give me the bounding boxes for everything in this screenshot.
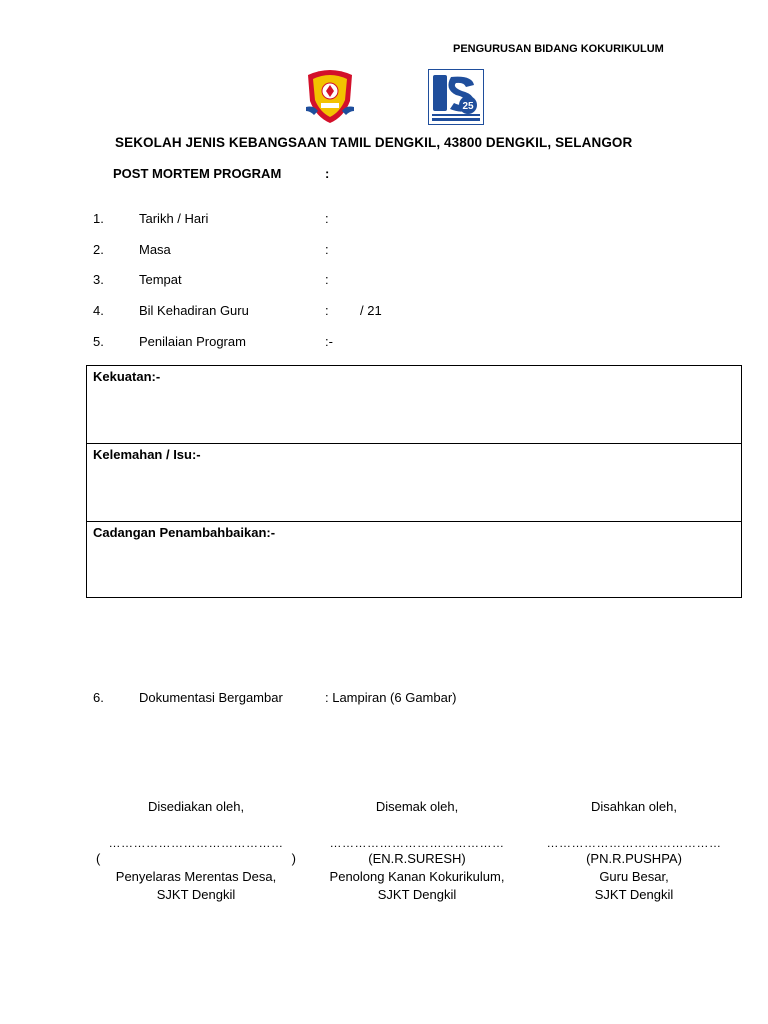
department-header: PENGURUSAN BIDANG KOKURIKULUM xyxy=(453,43,664,55)
item-label: Penilaian Program xyxy=(139,334,246,349)
item-label: Dokumentasi Bergambar xyxy=(139,690,283,705)
signature-org: SJKT Dengkil xyxy=(156,887,236,902)
signature-line[interactable]: …………………………………… xyxy=(329,836,505,850)
item-colon: : xyxy=(325,272,329,287)
item-label: Bil Kehadiran Guru xyxy=(139,303,249,318)
name-open-paren: ( xyxy=(96,851,101,866)
signature-org: SJKT Dengkil xyxy=(377,887,457,902)
signature-line[interactable]: …………………………………… xyxy=(546,836,722,850)
evaluation-table xyxy=(86,365,742,598)
item-colon: :- xyxy=(325,334,333,349)
item-label: Tarikh / Hari xyxy=(139,211,209,226)
signature-org: SJKT Dengkil xyxy=(594,887,674,902)
anniversary-badge-logo xyxy=(428,69,484,125)
signature-name: (EN.R.SURESH) xyxy=(368,851,466,866)
program-title: POST MORTEM PROGRAM xyxy=(113,166,282,181)
strengths-label: Kekuatan:- xyxy=(93,369,161,384)
item-colon: : xyxy=(325,303,329,318)
item-number: 1. xyxy=(93,211,104,226)
item-program-evaluation xyxy=(0,334,768,352)
weaknesses-section[interactable] xyxy=(87,444,741,522)
signature-title: Penolong Kanan Kokurikulum, xyxy=(329,869,505,884)
school-crest-logo xyxy=(304,67,356,125)
signature-prepared-by xyxy=(86,798,306,904)
item-number: 6. xyxy=(93,690,104,705)
item-number: 4. xyxy=(93,303,104,318)
item-number: 2. xyxy=(93,242,104,257)
improvements-section[interactable] xyxy=(87,522,741,598)
item-date xyxy=(0,211,768,229)
item-colon: : xyxy=(325,242,329,257)
signature-title: Penyelaras Merentas Desa, xyxy=(115,869,277,884)
signature-name: (PN.R.PUSHPA) xyxy=(586,851,682,866)
signature-role: Disemak oleh, xyxy=(375,799,459,814)
item-teacher-attendance xyxy=(0,303,768,321)
signature-approved-by xyxy=(524,798,744,904)
signature-line[interactable]: …………………………………… xyxy=(108,836,284,850)
item-colon: : xyxy=(325,211,329,226)
signature-reviewed-by xyxy=(307,798,527,904)
strengths-section[interactable] xyxy=(87,366,741,444)
item-value[interactable]: / 21 xyxy=(360,303,382,318)
name-close-paren: ) xyxy=(291,851,296,866)
badge-number: 25 xyxy=(462,101,474,112)
signature-name xyxy=(86,850,306,868)
item-number: 5. xyxy=(93,334,104,349)
item-label: Masa xyxy=(139,242,171,257)
item-place xyxy=(0,272,768,290)
weaknesses-label: Kelemahan / Isu:- xyxy=(93,447,201,462)
item-value: : Lampiran (6 Gambar) xyxy=(325,690,457,705)
signature-role: Disediakan oleh, xyxy=(147,799,245,814)
signature-role: Disahkan oleh, xyxy=(591,799,677,814)
item-label: Tempat xyxy=(139,272,182,287)
item-time xyxy=(0,242,768,260)
item-documentation xyxy=(0,690,768,708)
improvements-label: Cadangan Penambahbaikan:- xyxy=(93,525,276,540)
item-number: 3. xyxy=(93,272,104,287)
signature-title: Guru Besar, xyxy=(599,869,669,884)
school-name: SEKOLAH JENIS KEBANGSAAN TAMIL DENGKIL, 43800 DENGKIL, SELANGOR xyxy=(115,135,633,150)
program-colon: : xyxy=(325,166,330,181)
